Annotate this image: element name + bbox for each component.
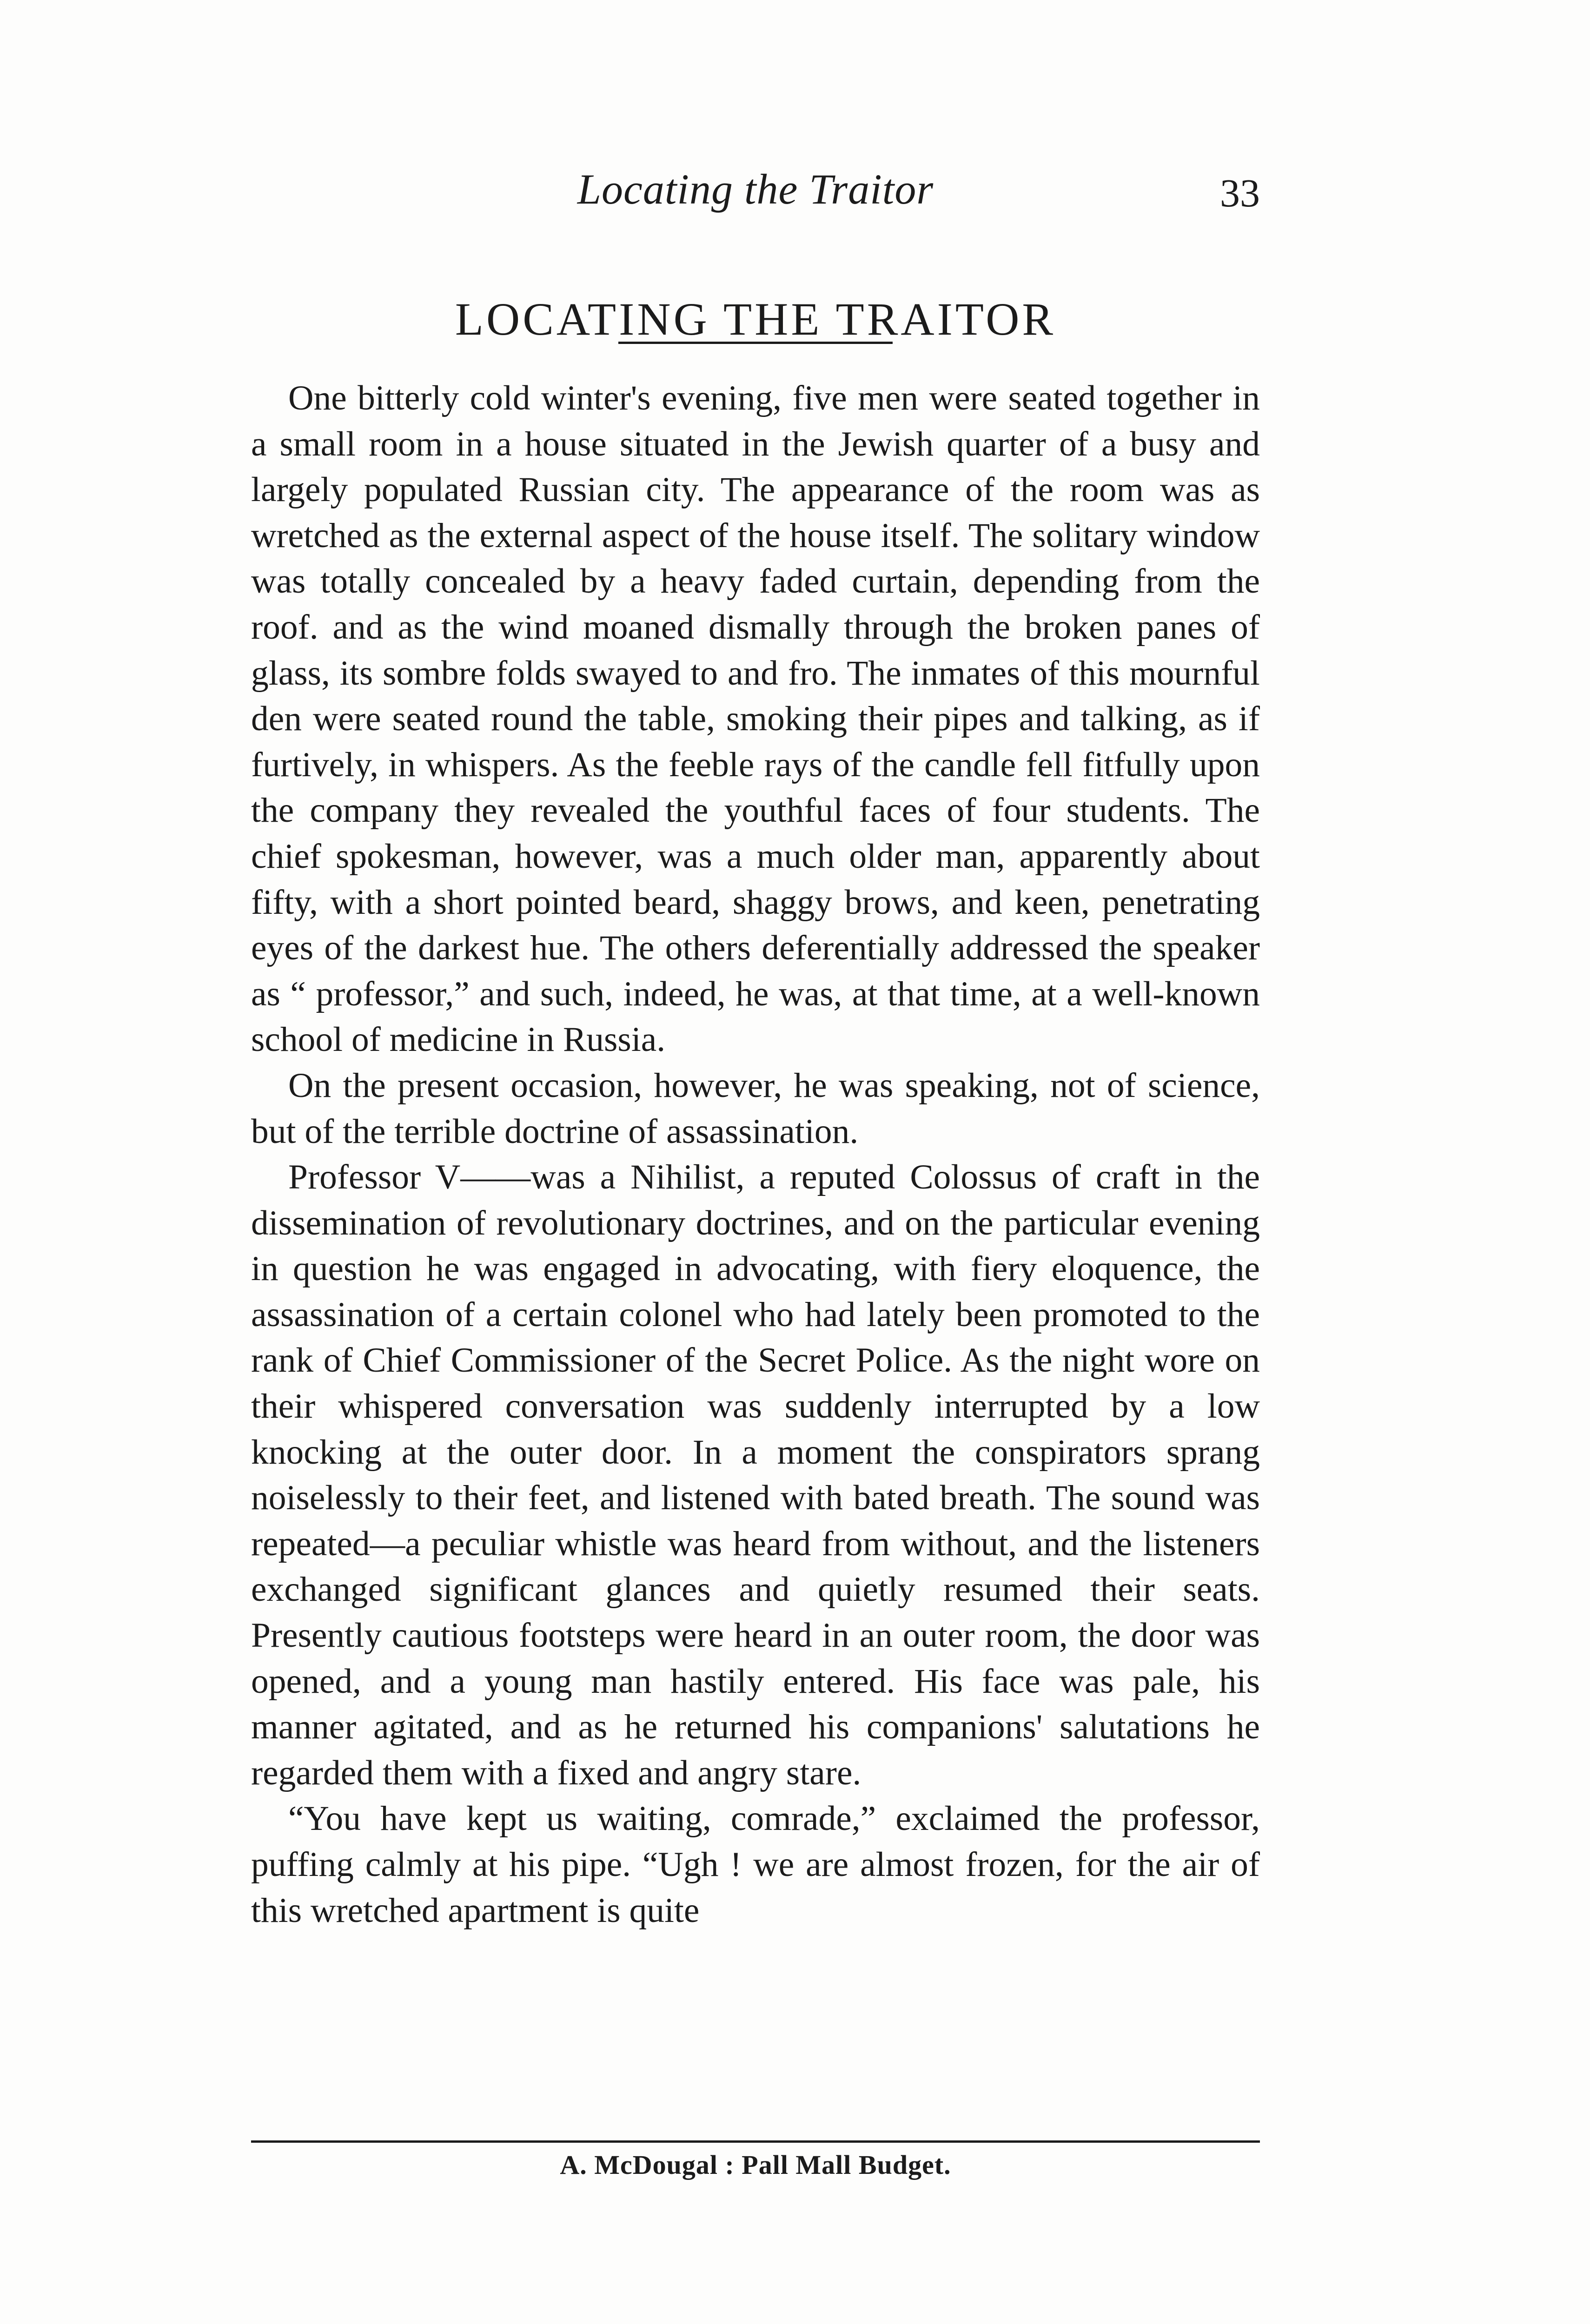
page-number: 33 bbox=[1220, 171, 1260, 215]
paragraph-1: One bitterly cold winter's evening, five men were seated together in a small room in a house situated in the Jewish quarter of a busy and largely populated Russian city. The appearance of the room was as wretched as the external aspect of the house itself. The solitary window was totally concealed by a heavy faded curtain, depending from the roof. and as the wind moaned dismally through the broken panes of glass, its sombre folds swayed to and fro. The inmates of this mournful den were seated round the table, smoking their pipes and talking, as if furtively, in whispers. As the feeble rays of the candle fell fitfully upon the company they revealed the youthful faces of four students. The chief spokesman, however, was a much older man, apparently about fifty, with a short pointed beard, shaggy brows, and keen, penetrating eyes of the darkest hue. The others deferentially addressed the speaker as “ professor,” and such, indeed, he was, at that time, at a well-known school of medicine in Russia. bbox=[251, 379, 1260, 1059]
running-title: Locating the Traitor bbox=[577, 165, 934, 213]
chapter-title: LOCATING THE TRAITOR bbox=[455, 293, 1056, 345]
running-head bbox=[251, 164, 1260, 215]
paragraph-4: “You have kept us waiting, comrade,” exclaimed the professor, puffing calmly at his pipe. “Ugh ! we are almost frozen, for the air of this wretched apartment is quite bbox=[251, 1799, 1260, 1930]
body-text bbox=[251, 376, 1260, 1934]
title-rule bbox=[618, 342, 893, 344]
illustration-credit: A. McDougal : Pall Mall Budget. bbox=[560, 2150, 951, 2180]
footnote-rule bbox=[251, 2140, 1260, 2143]
paragraph-3: Professor V——was a Nihilist, a reputed Colossus of craft in the dissemination of revolutionary doctrines, and on the particular evening in question he was engaged in advocating, with fiery eloquence, the assassination of a certain colonel who had lately been promoted to the rank of Chief Commissioner of the Secret Police. As the night wore on their whispered conversation was suddenly interrupted by a low knocking at the outer door. In a moment the conspirators sprang noiselessly to their feet, and listened with bated breath. The sound was repeated—a peculiar whistle was heard from without, and the listeners exchanged significant glances and quietly resumed their seats. Presently cautious footsteps were heard in an outer room, the door was opened, and a young man hastily entered. His face was pale, his manner agitated, and as he returned his companions' salutations he regarded them with a fixed and angry stare. bbox=[251, 1158, 1260, 1792]
paragraph-2: On the present occasion, however, he was speaking, not of science, but of the terrible doctrine of assassination. bbox=[251, 1066, 1260, 1151]
